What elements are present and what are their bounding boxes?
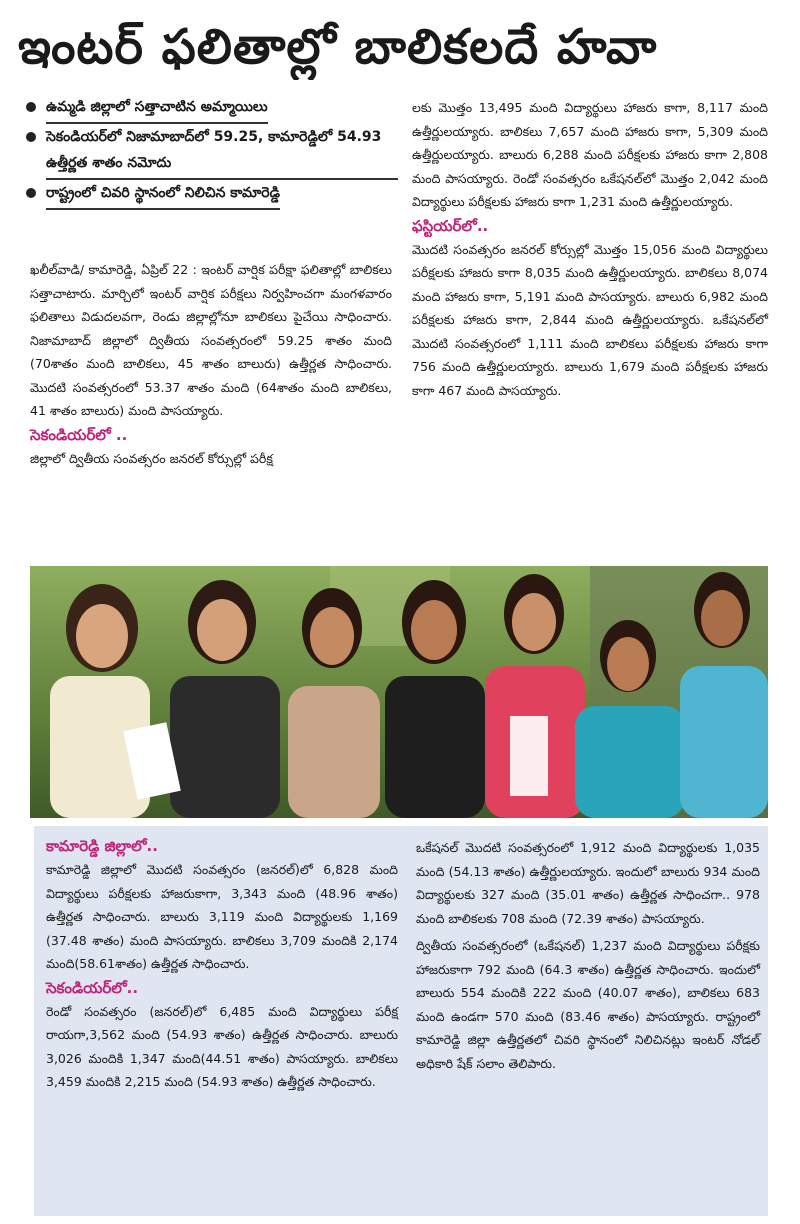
students-photo-illustration: [30, 566, 768, 818]
students-photo: [30, 566, 768, 818]
subhead-firstyear: ఫస్టియర్‌లో..: [412, 216, 489, 235]
highlight-item: [26, 124, 398, 180]
highlight-text: ఉమ్మడి జిల్లాలో సత్తాచాటిన అమ్మాయిలు: [46, 94, 268, 124]
paragraph: మొదటి సంవత్సరం జనరల్ కోర్సుల్లో మొత్తం 15,056 మంది విద్యార్థులు పరీక్షలకు హాజరు కాగా 8,035 మంది ఉత్తీర్ణులయ్యారు. బాలికలు 8,074 మంది హాజరు కాగా, 5,191 మంది పాసయ్యారు. బాలురు 6,982 మంది పరీక్షలకు హాజరు కాగా, 2,844 మంది ఉత్తీర్ణులయ్యారు. ఒకేషనల్‌లో మొదటి సంవత్సరంలో 1,111 మంది బాలికలు పరీక్షలకు హాజరు కాగా 756 మంది ఉత్తీర్ణులయ్యారు. బాలురు 1,679 మంది పరీక్షలకు హాజరు కాగా 467 మంది పాసయ్యారు.: [412, 241, 768, 398]
subhead-secondyear: సెకండియర్‌లో ..: [30, 425, 128, 444]
highlights-list: [26, 94, 398, 210]
paragraph: ఒకేషనల్ మొదటి సంవత్సరంలో 1,912 మంది విద్యార్థులకు 1,035 మంది (54.13 శాతం) ఉత్తీర్ణులయ్యారు. ఇందులో బాలురు 934 మంది విద్యార్థులకు 327 మంది (35.01 శాతం) ఉత్తీర్ణత సాధించగా.. 978 మంది బాలికలకు 708 మంది (72.39 శాతం) పాసయ్యారు.: [416, 840, 760, 926]
article-left-column: [30, 258, 392, 470]
highlight-text: రాష్ట్రంలో చివరి స్థానంలో నిలిచిన కామారెడ్డి: [46, 180, 280, 210]
paragraph: లకు మొత్తం 13,495 మంది విద్యార్థులు హాజరు కాగా, 8,117 మంది ఉత్తీర్ణులయ్యారు. బాలికలు 7,657 మంది హాజరు కాగా, 5,309 మంది ఉత్తీర్ణులయ్యారు. బాలురు 6,288 మంది పరీక్షలకు హాజరు కాగా 2,808 మంది పాసయ్యారు. రెండో సంవత్సరం ఒకేషనల్‌లో మొత్తం 2,042 మంది విద్యార్థులు పరీక్షలకు హాజరు కాగా 1,231 మంది ఉత్తీర్ణులయ్యారు.: [412, 100, 768, 209]
bullet-icon: [26, 132, 36, 142]
panel-left-column: [46, 834, 398, 1094]
panel-right-column: [416, 836, 760, 1075]
paragraph: రెండో సంవత్సరం (జనరల్)లో 6,485 మంది విద్యార్థులు పరీక్ష రాయగా,3,562 మంది (54.93 శాతం) ఉత్తీర్ణత సాధించారు. బాలురు 3,026 మందికి 1,347 మంది(44.51 శాతం) పాసయ్యారు. బాలికలు 3,459 మందికి 2,215 మంది (54.93 శాతం) ఉత్తీర్ణత సాధించారు.: [46, 1003, 398, 1089]
subhead-kamareddy: కామారెడ్డి జిల్లాలో..: [46, 837, 158, 855]
paragraph: జిల్లాలో ద్వితీయ సంవత్సరం జనరల్ కోర్సుల్లో పరీక్ష: [30, 450, 273, 466]
highlight-text: సెకండియర్‌లో నిజామాబాద్‌లో 59.25, కామారెడ్డిలో 54.93 ఉత్తీర్ణత శాతం నమోదు: [46, 124, 398, 180]
bullet-icon: [26, 102, 36, 112]
paragraph: కామారెడ్డి జిల్లాలో మొదటి సంవత్సరం (జనరల్)లో 6,828 మంది విద్యార్థులు పరీక్షలకు హాజరుకాగా, 3,343 మంది (48.96 శాతం) ఉత్తీర్ణత సాధించారు. బాలురు 3,119 మంది విద్యార్థులకు 1,169 (37.48 శాతం) మంది పాసయ్యారు. బాలికలు 3,709 మందికి 2,174 మంది(58.61శాతం) ఉత్తీర్ణత సాధించారు.: [46, 862, 398, 971]
article-right-column: [412, 96, 768, 402]
kamareddy-results-box: [34, 826, 768, 1216]
bullet-icon: [26, 188, 36, 198]
highlight-item: [26, 180, 398, 210]
intro-paragraph: ఖలీల్‌వాడి/ కామారెడ్డి, ఏప్రిల్ 22 : ఇంటర్ వార్షిక పరీక్షా ఫలితాల్లో బాలికలు సత్తాచాటారు. మార్చిలో ఇంటర్ వార్షిక పరీక్షలు నిర్వహించగా మంగళవారం ఫలితాలు విడుదలవగా, రెండు జిల్లాల్లోనూ బాలికలు పైచేయి సాధించారు. నిజామాబాద్ జిల్లాలో ద్వితీయ సంవత్సరంలో 59.25 శాతం మంది (70శాతం మంది బాలికలు, 45 శాతం బాలురు) ఉత్తీర్ణత సాధించారు. మొదటి సంవత్సరంలో 53.37 శాతం మంది (64శాతం మంది బాలికలు, 41 శాతం బాలురు) మంది పాసయ్యారు.: [30, 262, 392, 418]
highlight-item: [26, 94, 398, 124]
headline: ఇంటర్ ఫలితాల్లో బాలికలదే హవా: [18, 19, 658, 75]
paragraph: ద్వితీయ సంవత్సరంలో (ఒకేషనల్) 1,237 మంది విద్యార్థులు పరీక్షకు హాజరుకాగా 792 మంది (64.3 శాతం) ఉత్తీర్ణత సాధించారు. ఇందులో బాలురు 554 మందికి 222 మంది (40.07 శాతం), బాలికలు 683 మంది ఉండగా 570 మంది (83.46 శాతం) పాసయ్యారు. రాష్ట్రంలో కామారెడ్డి జిల్లా ఉత్తీర్ణతలో చివరి స్థానంలో నిలిచినట్లు ఇంటర్ నోడల్ అధికారి షేక్ సలాం తెలిపారు.: [416, 938, 760, 1071]
subhead-secondyear: సెకండియర్‌లో..: [46, 978, 139, 997]
